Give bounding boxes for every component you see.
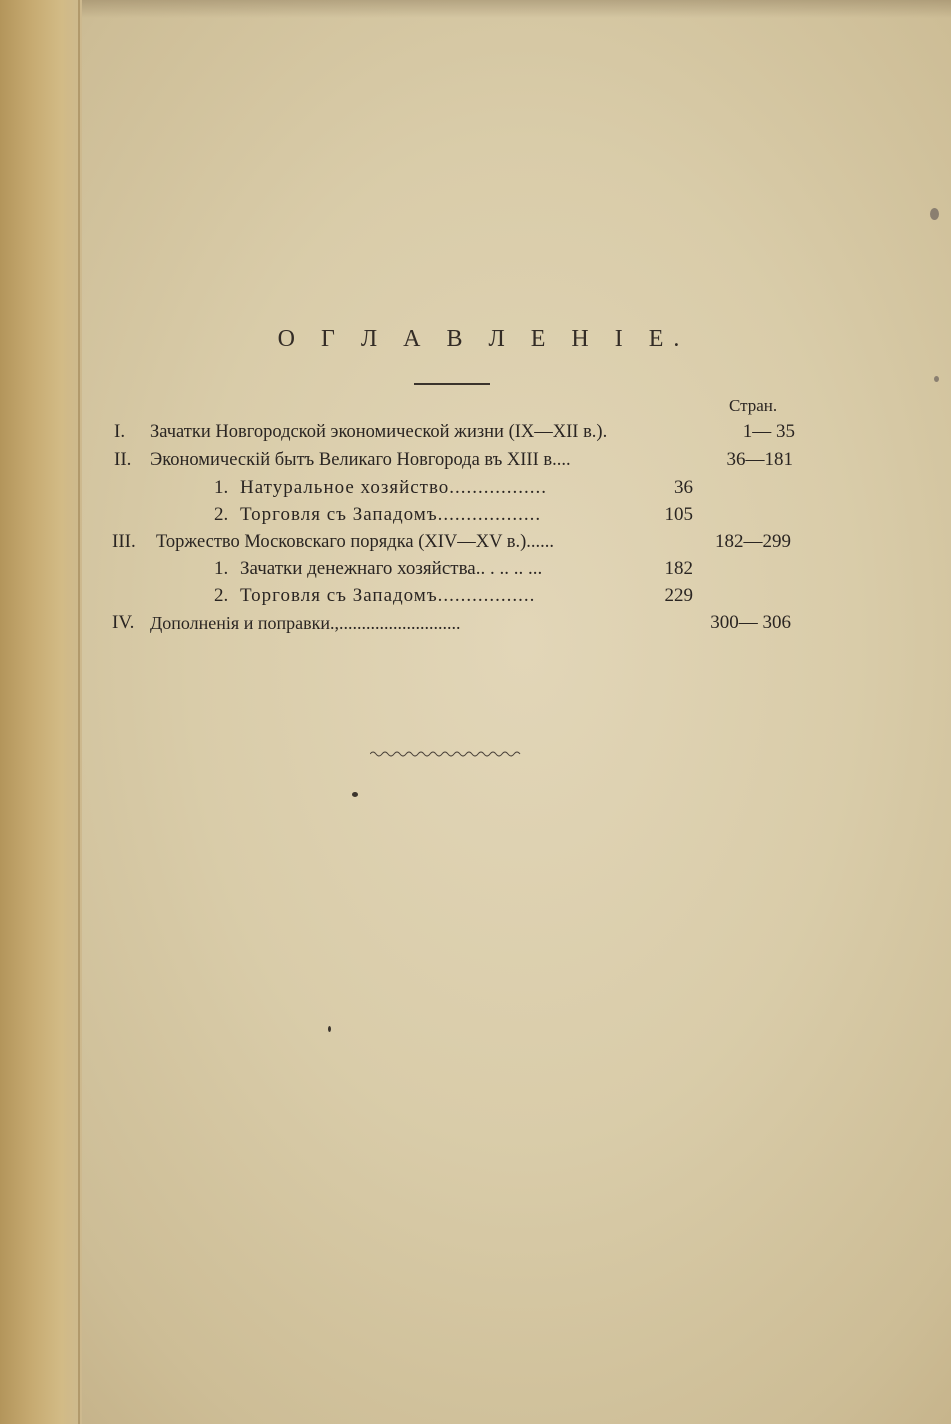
- toc-entry-pages: 1— 35: [742, 421, 795, 442]
- toc-numeral: II.: [114, 449, 132, 470]
- toc-entry-text: Дополненія и поправки.,...........................: [150, 613, 461, 633]
- toc-numeral: 2.: [214, 504, 229, 525]
- toc-entry-pages: 36—181: [726, 449, 793, 470]
- ink-speck: [352, 792, 358, 797]
- ink-speck: [328, 1026, 331, 1032]
- toc-entry-text: Экономическій бытъ Великаго Новгорода въ XIII в....: [150, 450, 571, 470]
- toc-entry-text: Торговля съ Западомъ..................: [240, 504, 542, 525]
- page-title: О Г Л А В Л Е Н І Е.: [277, 326, 690, 352]
- toc-entry-pages: 105: [664, 504, 693, 525]
- toc-entry-pages: 300— 306: [710, 612, 791, 633]
- ink-speck: [934, 376, 939, 382]
- toc-entry-text: Зачатки Новгородской экономической жизни (IX—XII в.).: [150, 422, 608, 442]
- toc-numeral: I.: [114, 421, 126, 442]
- toc-entry-pages: 182—299: [715, 531, 791, 552]
- toc-entry-text: Торговля съ Западомъ.................: [240, 585, 536, 606]
- toc-numeral: 2.: [214, 585, 229, 606]
- toc-numeral: 1.: [214, 477, 229, 498]
- pages-column-header: Стран.: [729, 396, 778, 415]
- toc-entry-text: Натуральное хозяйство.................: [240, 477, 548, 498]
- toc-entry-text: Зачатки денежнаго хозяйства.. . .. .. ...: [240, 558, 543, 579]
- toc-entry-text: Торжество Московскаго порядка (XIV—XV в.)......: [156, 532, 555, 552]
- toc-entry-pages: 229: [664, 585, 693, 606]
- toc-numeral: 1.: [214, 558, 229, 579]
- toc-entry-pages: 182: [664, 558, 693, 579]
- ornamental-squiggle: [370, 748, 526, 760]
- toc-numeral: IV.: [112, 612, 135, 633]
- ink-speck: [930, 208, 939, 220]
- toc-entry-pages: 36: [674, 477, 693, 498]
- toc-numeral: III.: [112, 531, 136, 552]
